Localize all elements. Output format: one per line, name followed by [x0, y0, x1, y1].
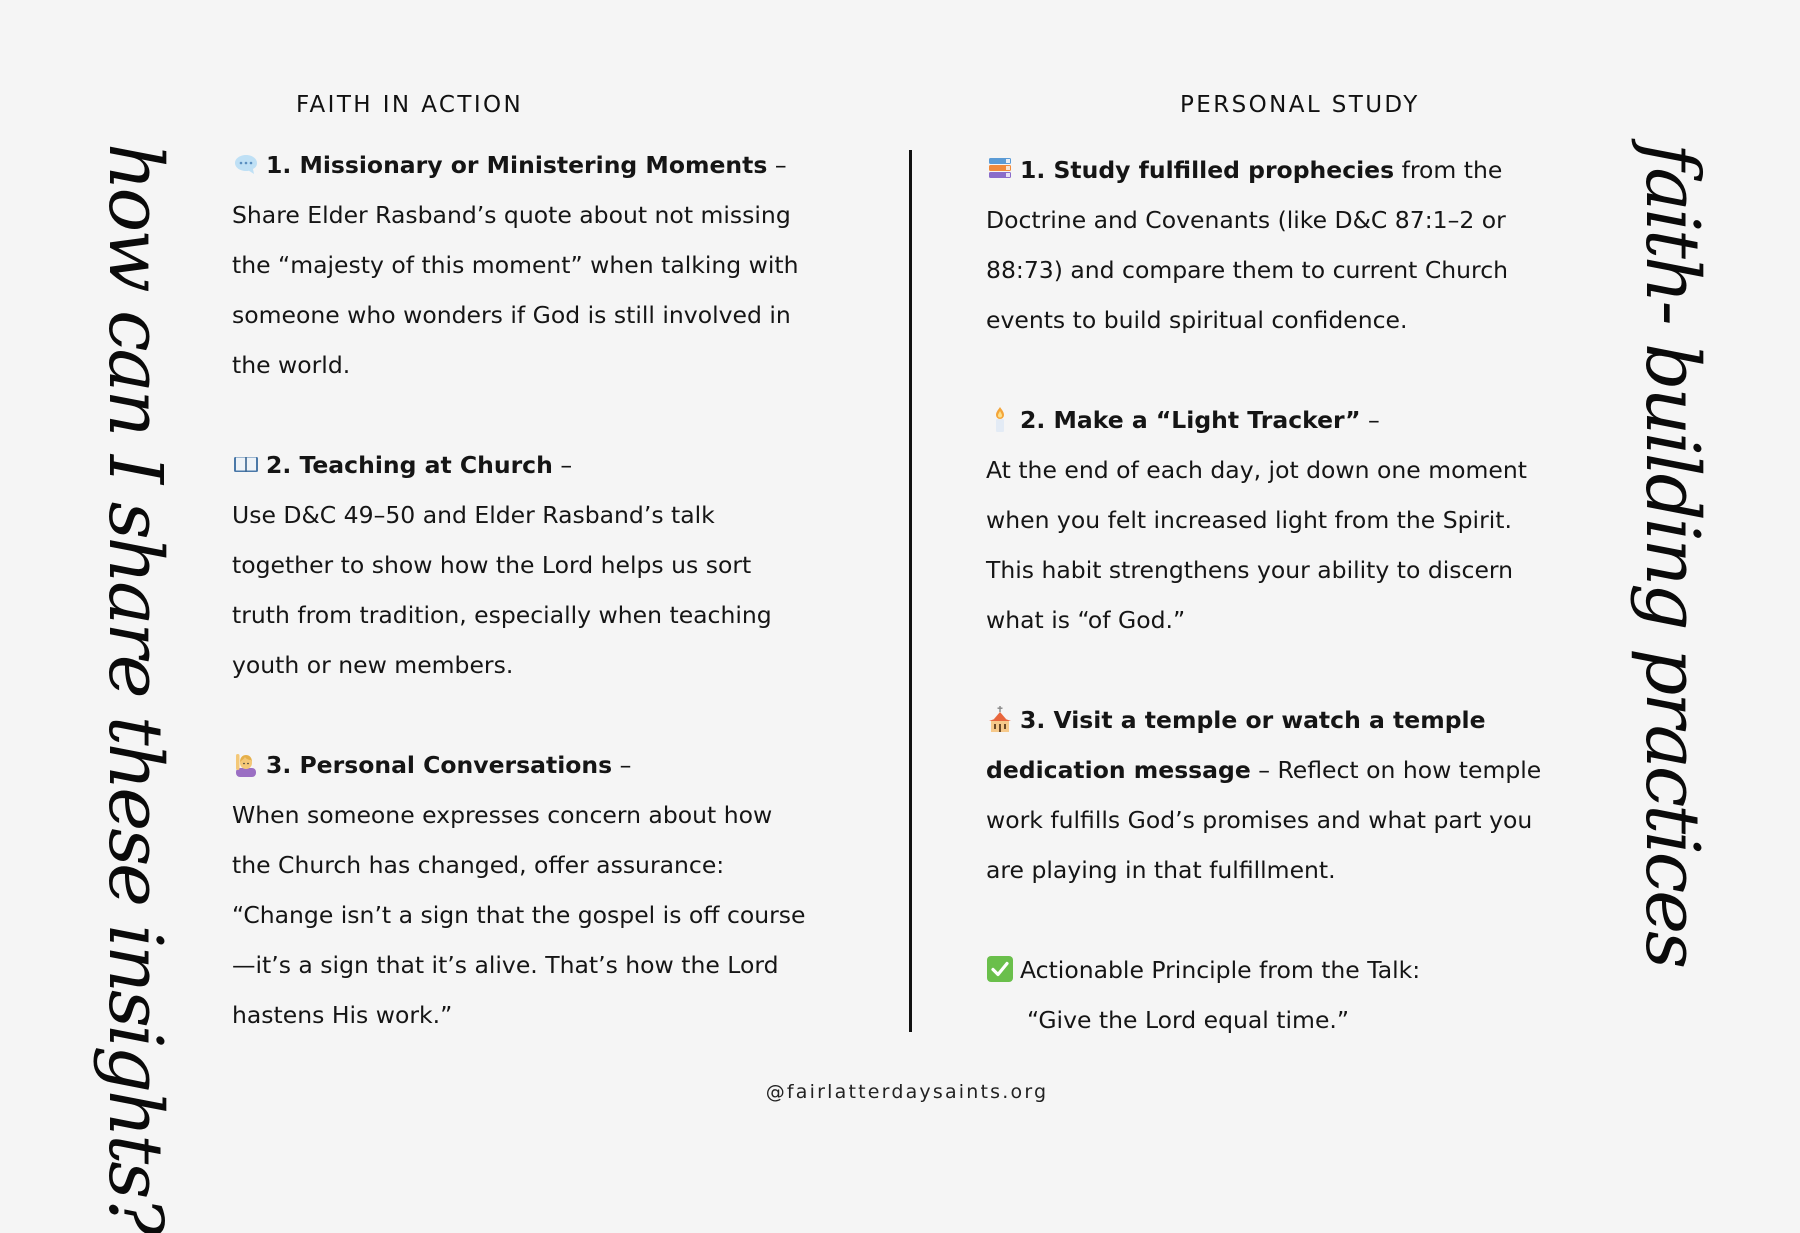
candle-icon: [986, 405, 1014, 433]
church-icon: [986, 705, 1014, 733]
actionable-principle: [986, 945, 1576, 1045]
faith-in-action-column: [232, 140, 832, 1090]
list-item: 3. Visit a temple or watch a temple dedication message – Reflect on how temple work fulfills God’s promises and what part you are playing in that fulfillment.: [986, 695, 1576, 895]
list-item: 3. Personal Conversations – When someone expresses concern about how the Church has changed, offer assurance: “Change isn’t a sign that the gospel is off course —it’s a sign that it’s alive. That’s how the Lord hastens His work.”: [232, 740, 832, 1040]
column-divider: [909, 150, 912, 1032]
faith-in-action-heading: FAITH IN ACTION: [296, 92, 524, 118]
item-text-line: youth or new members.: [232, 651, 514, 679]
item-text-line: the Church has changed, offer assurance:: [232, 851, 725, 879]
item-title: 2. Make a “Light Tracker”: [1020, 406, 1361, 434]
principle-label: Actionable Principle from the Talk:: [1020, 956, 1421, 984]
item-text-line: the world.: [232, 351, 351, 379]
list-item: 1. Study fulfilled prophecies from the Doctrine and Covenants (like D&C 87:1–2 or 88:73) and compare them to current Church events to build spiritual confidence.: [986, 145, 1576, 345]
check-mark-button-icon: [986, 955, 1014, 983]
item-text-line: Share Elder Rasband’s quote about not missing: [232, 201, 791, 229]
open-book-icon: [232, 450, 260, 478]
item-text-line: when you felt increased light from the Spirit.: [986, 506, 1512, 534]
item-title: 1. Study fulfilled prophecies: [1020, 156, 1395, 184]
speech-bubble-icon: [232, 150, 260, 178]
item-text-line: Doctrine and Covenants (like D&C 87:1–2 or: [986, 206, 1506, 234]
list-item: 1. Missionary or Ministering Moments – Share Elder Rasband’s quote about not missing the “majesty of this moment” when talking with someone who wonders if God is still involved in the world.: [232, 140, 832, 390]
item-text-line: truth from tradition, especially when teaching: [232, 601, 772, 629]
item-title: 1. Missionary or Ministering Moments: [266, 151, 768, 179]
item-text-line: work fulfills God’s promises and what part you: [986, 806, 1533, 834]
item-text-line: When someone expresses concern about how: [232, 801, 773, 829]
item-title-continued: dedication message: [986, 756, 1251, 784]
item-text-line: hastens His work.”: [232, 1001, 453, 1029]
personal-study-column: [986, 145, 1576, 1095]
person-raising-hand-icon: [232, 750, 260, 778]
item-title: 3. Visit a temple or watch a temple: [1020, 706, 1486, 734]
personal-study-heading: PERSONAL STUDY: [1180, 92, 1420, 118]
item-text-line: someone who wonders if God is still involved in: [232, 301, 791, 329]
item-title: 2. Teaching at Church: [266, 451, 553, 479]
item-text-line: together to show how the Lord helps us sort: [232, 551, 752, 579]
item-text-line: Use D&C 49–50 and Elder Rasband’s talk: [232, 501, 715, 529]
item-text-line: what is “of God.”: [986, 606, 1186, 634]
item-text-line: the “majesty of this moment” when talking with: [232, 251, 799, 279]
list-item: 2. Teaching at Church – Use D&C 49–50 and Elder Rasband’s talk together to show how the Lord helps us sort truth from tradition, especially when teaching youth or new members.: [232, 440, 832, 690]
item-title: 3. Personal Conversations: [266, 751, 613, 779]
list-item: 2. Make a “Light Tracker” – At the end of each day, jot down one moment when you felt increased light from the Spirit. This habit strengthens your ability to discern what is “of God.”: [986, 395, 1576, 645]
item-text-line: are playing in that fulfillment.: [986, 856, 1336, 884]
item-text-line: “Change isn’t a sign that the gospel is off course: [232, 901, 806, 929]
side-script-right: faith- building practices: [1629, 143, 1715, 966]
footer-handle: @fairlatterdaysaints.org: [765, 1081, 1049, 1103]
item-text-line: At the end of each day, jot down one moment: [986, 456, 1527, 484]
item-text-line: 88:73) and compare them to current Church: [986, 256, 1509, 284]
item-text-line: events to build spiritual confidence.: [986, 306, 1408, 334]
stacked-books-icon: [986, 155, 1014, 183]
principle-quote: “Give the Lord equal time.”: [1027, 1006, 1350, 1034]
item-text-line: This habit strengthens your ability to discern: [986, 556, 1514, 584]
item-text-line: —it’s a sign that it’s alive. That’s how the Lord: [232, 951, 779, 979]
side-script-left: how can I share these insights?: [92, 143, 178, 1233]
